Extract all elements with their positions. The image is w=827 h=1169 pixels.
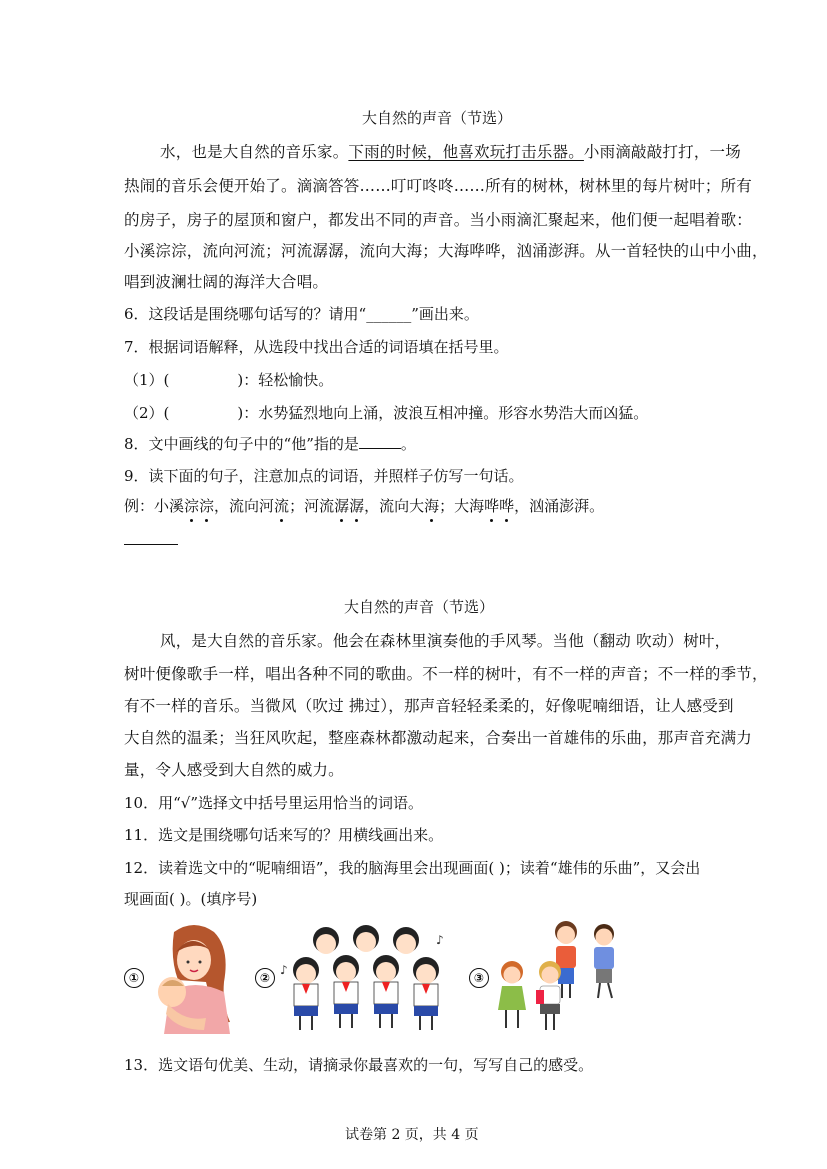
q9-ex-prefix: 例：小溪 bbox=[124, 497, 185, 515]
mother-baby-picture bbox=[144, 922, 238, 1034]
passage1-line-1-start: 水，也是大自然的音乐家。 bbox=[160, 143, 349, 161]
dotted-word-4-text: 海 bbox=[424, 497, 440, 515]
q8-answer-blank[interactable] bbox=[359, 434, 401, 449]
question-7: 7．根据词语解释，从选段中找出合适的词语填在括号里。 bbox=[124, 338, 509, 356]
passage2-line-3: 有不一样的音乐。当微风（吹过 拂过），那声音轻轻柔柔的，好像呢喃细语，让人感受到 bbox=[124, 697, 734, 715]
q9-ex-seg-10: ，汹涌澎湃。 bbox=[514, 497, 605, 515]
question-12-line-2: 现画面( )。(填序号) bbox=[124, 890, 258, 908]
picture-label-1: ① bbox=[124, 968, 144, 988]
underlined-sentence: 下雨的时候，他喜欢玩打击乐器。 bbox=[348, 143, 584, 161]
q8-end: 。 bbox=[400, 435, 416, 453]
passage1-line-4: 小溪淙淙，流向河流；河流潺潺，流向大海；大海哗哗，汹涌澎湃。从一首轻快的山中小曲， bbox=[124, 242, 768, 260]
q9-ex-seg-4: ；河流 bbox=[289, 497, 335, 515]
dotted-word-4 bbox=[424, 495, 439, 516]
question-11: 11．选文是围绕哪句话来写的？用横线画出来。 bbox=[124, 826, 444, 844]
q9-ex-seg-2: ，流向河 bbox=[214, 497, 275, 515]
dotted-word-3 bbox=[334, 495, 364, 516]
q7-2-label: （2）( bbox=[124, 404, 170, 422]
passage1-line-2: 热闹的音乐会便开始了。滴滴答答……叮叮咚咚……所有的树林，树林里的每片树叶；所有 bbox=[124, 177, 753, 195]
dotted-word-1-text: 淙淙 bbox=[184, 497, 215, 515]
question-8 bbox=[124, 433, 416, 454]
passage1-line-1 bbox=[160, 140, 741, 162]
dotted-word-2 bbox=[274, 495, 289, 516]
q9-ex-seg-6: ，流向大 bbox=[364, 497, 425, 515]
picture-label-3: ③ bbox=[469, 968, 489, 988]
q7-1-definition: )：轻松愉快。 bbox=[237, 371, 334, 389]
svg-text:♪: ♪ bbox=[280, 963, 288, 977]
dotted-word-3-text: 潺潺 bbox=[334, 497, 365, 515]
question-13: 13．选文语句优美、生动，请摘录你最喜欢的一句，写写自己的感受。 bbox=[124, 1056, 594, 1074]
passage1-line-3: 的房子，房子的屋顶和窗户，都发出不同的声音。当小雨滴汇聚起来，他们便一起唱着歌： bbox=[124, 211, 753, 229]
question-7-2 bbox=[124, 402, 648, 423]
dotted-word-5 bbox=[484, 495, 514, 516]
q7-2-definition: )：水势猛烈地向上涌，波浪互相冲撞。形容水势浩大而凶猛。 bbox=[237, 404, 649, 422]
passage2-line-1: 风，是大自然的音乐家。他会在森林里演奏他的手风琴。当他（翻动 吹动）树叶， bbox=[160, 632, 731, 650]
picture-label-2: ② bbox=[255, 968, 275, 988]
question-9: 9．读下面的句子，注意加点的词语，并照样子仿写一句话。 bbox=[124, 467, 524, 485]
dotted-word-5-text: 哗哗 bbox=[484, 497, 515, 515]
q7-1-label: （1）( bbox=[124, 371, 170, 389]
q9-example bbox=[124, 495, 604, 516]
page-footer: 试卷第 2 页，共 4 页 bbox=[345, 1127, 479, 1143]
passage1-line-1-end: 小雨滴敲敲打打，一场 bbox=[583, 143, 741, 161]
question-7-1 bbox=[124, 369, 333, 390]
passage1-line-5: 唱到波澜壮阔的海洋大合唱。 bbox=[124, 273, 329, 291]
friends-talking-picture bbox=[490, 920, 636, 1036]
dotted-word-1 bbox=[184, 495, 214, 516]
passage2-line-4: 大自然的温柔；当狂风吹起，整座森林都激动起来，合奏出一首雄伟的乐曲，那声音充满力 bbox=[124, 729, 753, 747]
svg-text:♪: ♪ bbox=[436, 933, 444, 947]
passage2-line-5: 量，令人感受到大自然的威力。 bbox=[124, 761, 344, 779]
passage2-line-2: 树叶便像歌手一样，唱出各种不同的歌曲。不一样的树叶，有不一样的声音；不一样的季节， bbox=[124, 665, 768, 683]
passage1-title: 大自然的声音（节选） bbox=[362, 109, 513, 127]
dotted-word-2-text: 流 bbox=[274, 497, 290, 515]
question-12-line-1: 12．读着选文中的“呢喃细语”，我的脑海里会出现画面( )；读着“雄伟的乐曲”，又会出 bbox=[124, 859, 701, 877]
children-choir-picture bbox=[276, 922, 450, 1034]
q9-answer-line[interactable] bbox=[124, 544, 178, 545]
q8-text: 8．文中画线的句子中的“他”指的是 bbox=[124, 435, 359, 453]
question-6: 6．这段话是围绕哪句话写的？请用“______”画出来。 bbox=[124, 305, 479, 323]
q9-ex-seg-8: ；大海 bbox=[439, 497, 485, 515]
question-10: 10．用“√”选择文中括号里运用恰当的词语。 bbox=[124, 794, 423, 812]
passage2-title: 大自然的声音（节选） bbox=[344, 598, 495, 616]
